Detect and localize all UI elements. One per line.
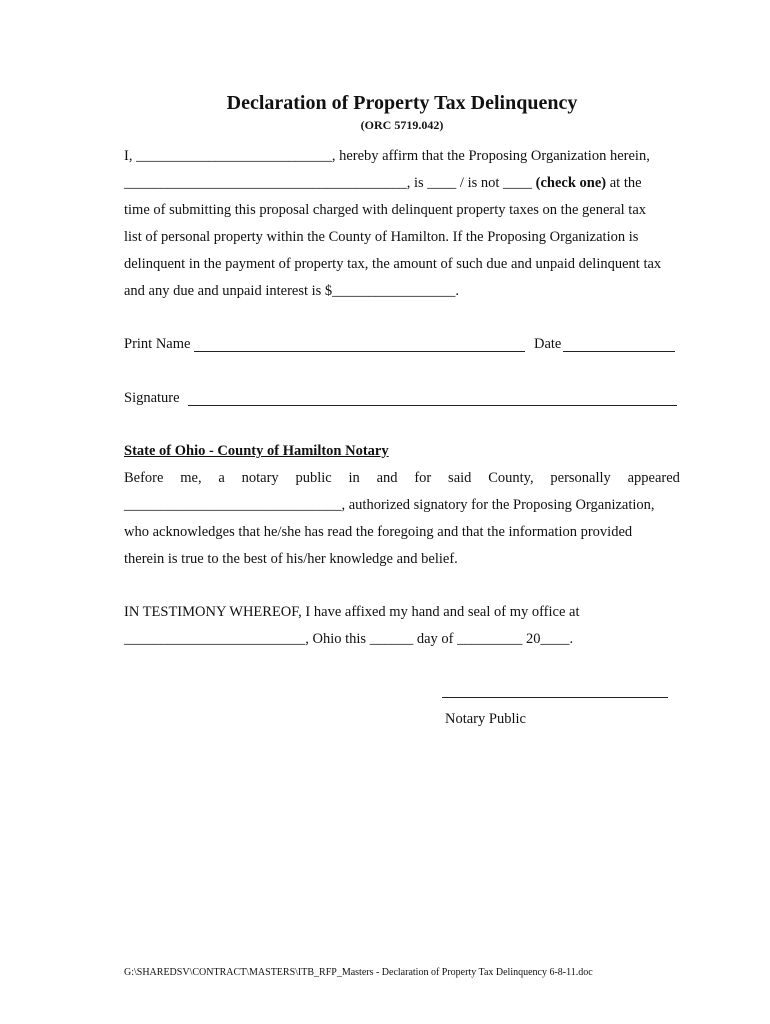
date-line[interactable] xyxy=(563,351,675,352)
notary-line-4: therein is true to the best of his/her knowledge and belief. xyxy=(124,551,458,567)
notary-line-3: who acknowledges that he/she has read the foregoing and that the information provided xyxy=(124,524,633,540)
appearer-name-blank[interactable]: ______________________________ xyxy=(124,497,342,513)
declaration-line-2: _______________________________________, is ____ / is not ____ (check one) at the xyxy=(124,175,642,191)
declaration-line-5: delinquent in the payment of property tax, the amount of such due and unpaid delinquent tax xyxy=(124,256,662,272)
signature-line[interactable] xyxy=(188,405,677,406)
organization-name-blank[interactable]: _______________________________________ xyxy=(124,175,407,191)
declaration-line-6: and any due and unpaid interest is $_________________. xyxy=(124,283,460,299)
notary-public-label: Notary Public xyxy=(445,711,526,727)
notary-line-2: ______________________________, authorized signatory for the Proposing Organization, xyxy=(124,497,655,513)
print-name-line[interactable] xyxy=(194,351,525,352)
declaration-line-1: I, ___________________________, hereby affirm that the Proposing Organization herein, xyxy=(124,148,650,164)
date-label: Date xyxy=(534,336,562,352)
notary-line-1: Before me, a notary public in and for said County, personally appeared xyxy=(124,470,680,486)
signature-label: Signature xyxy=(124,390,180,406)
testimony-line: IN TESTIMONY WHEREOF, I have affixed my hand and seal of my office at xyxy=(124,604,580,620)
footer-file-path: G:\SHAREDSV\CONTRACT\MASTERS\ITB_RFP_Masters - Declaration of Property Tax Delinquency 6-8-11.doc xyxy=(124,967,593,978)
place-date-line[interactable]: _________________________, Ohio this ______ day of _________ 20____. xyxy=(124,631,574,647)
document-subtitle: (ORC 5719.042) xyxy=(360,118,444,132)
check-one-note: (check one) xyxy=(535,175,607,191)
declarant-name-blank[interactable]: ___________________________ xyxy=(136,148,332,164)
notary-heading: State of Ohio - County of Hamilton Notary xyxy=(124,443,389,459)
declaration-line-3: time of submitting this proposal charged with delinquent property taxes on the general tax xyxy=(124,202,647,218)
document-title: Declaration of Property Tax Delinquency xyxy=(226,92,578,114)
print-name-label: Print Name xyxy=(124,336,191,352)
declaration-line-4: list of personal property within the County of Hamilton. If the Proposing Organization is xyxy=(124,229,639,245)
notary-signature-line[interactable] xyxy=(442,697,668,698)
